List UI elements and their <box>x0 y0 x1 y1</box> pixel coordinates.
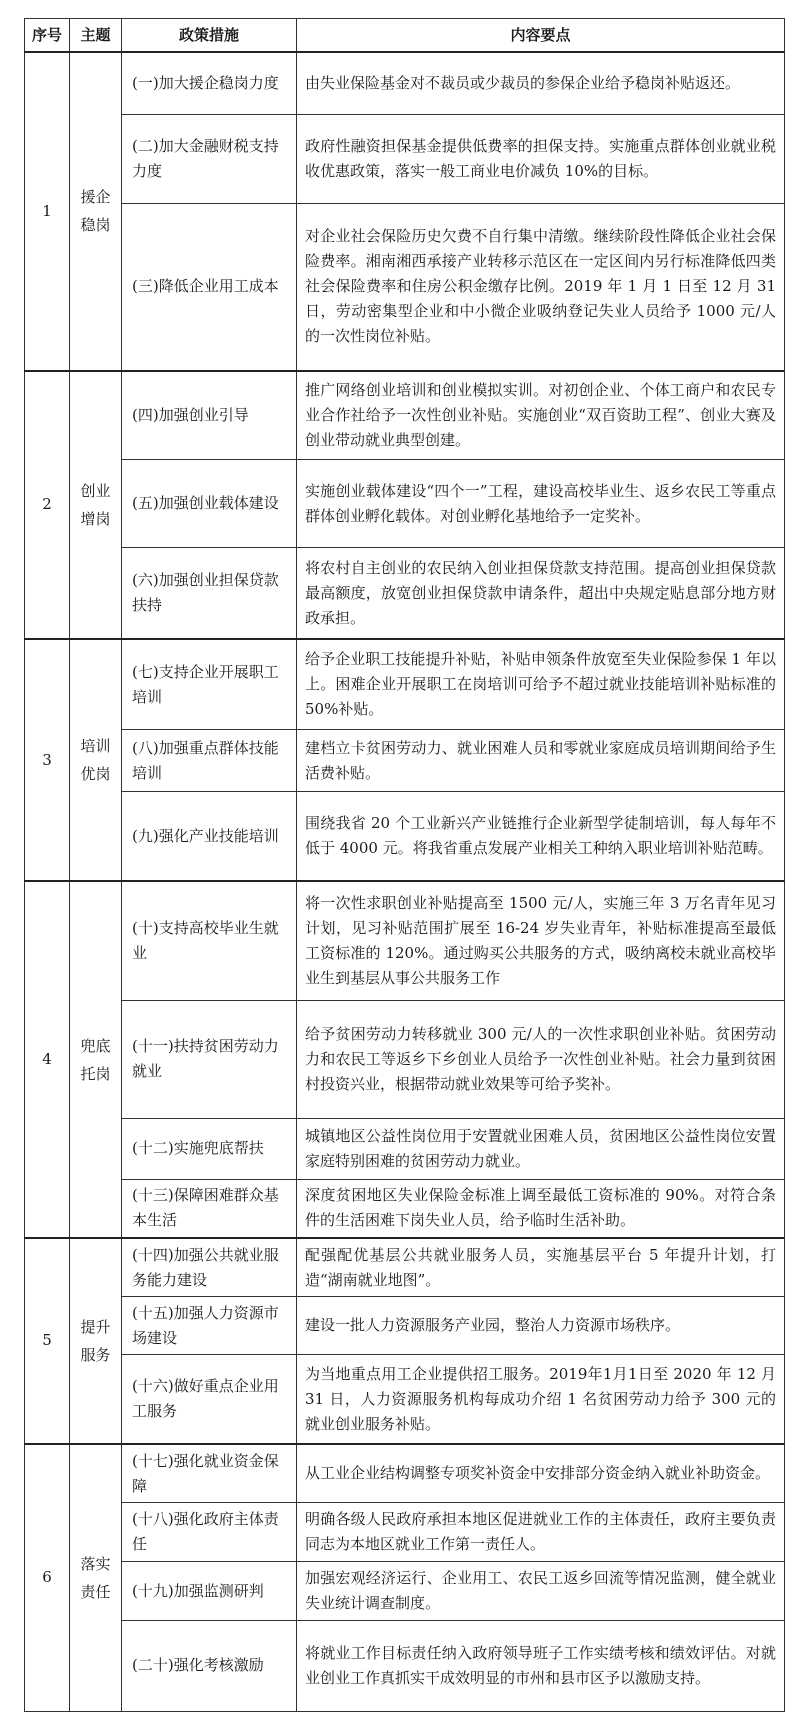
table-row <box>25 1355 785 1444</box>
policy-measure: (十)支持高校毕业生就业 <box>122 881 297 1000</box>
table-row <box>25 115 785 204</box>
table-row <box>25 791 785 881</box>
table-row <box>25 548 785 639</box>
policy-measure: (七)支持企业开展职工培训 <box>122 639 297 730</box>
table-row <box>25 1119 785 1179</box>
policy-measure: (十五)加强人力资源市场建设 <box>122 1297 297 1355</box>
policy-content: 对企业社会保险历史欠费不自行集中清缴。继续阶段性降低企业社会保险费率。湘南湘西承接产业转移示范区在一定区间内另行标准降低四类社会保险费率和住房公积金缴存比例。2019 年 1 月 1 日至 12 月 31 日，劳动密集型企业和中小微企业吸纳登记失业人员给予 1000 元/人的一次性岗位补贴。 <box>297 203 785 370</box>
policy-measure: (十三)保障困难群众基本生活 <box>122 1179 297 1238</box>
policy-measure: (五)加强创业载体建设 <box>122 460 297 548</box>
policy-measure: (十二)实施兜底帮扶 <box>122 1119 297 1179</box>
policy-content: 从工业企业结构调整专项奖补资金中安排部分资金纳入就业补助资金。 <box>297 1444 785 1503</box>
group-topic: 兜底托岗 <box>70 881 122 1237</box>
policy-content: 围绕我省 20 个工业新兴产业链推行企业新型学徒制培训，每人每年不低于 4000 元。将我省重点发展产业相关工种纳入职业培训补贴范畴。 <box>297 791 785 881</box>
policy-content: 给予贫困劳动力转移就业 300 元/人的一次性求职创业补贴。贫困劳动力和农民工等返乡下乡创业人员给予一次性创业补贴。社会力量到贫困村投资兴业，根据带动就业效果等可给予奖补。 <box>297 1000 785 1119</box>
table-row <box>25 881 785 1000</box>
table-row <box>25 371 785 460</box>
policy-content: 加强宏观经济运行、企业用工、农民工返乡回流等情况监测，健全就业失业统计调查制度。 <box>297 1562 785 1620</box>
policy-content: 给予企业职工技能提升补贴，补贴申领条件放宽至失业保险参保 1 年以上。困难企业开展职工在岗培训可给予不超过就业技能培训补贴标准的 50%补贴。 <box>297 639 785 730</box>
table-row <box>25 1503 785 1562</box>
policy-content: 明确各级人民政府承担本地区促进就业工作的主体责任，政府主要负责同志为本地区就业工作第一责任人。 <box>297 1503 785 1562</box>
policy-table <box>24 18 785 1712</box>
table-row <box>25 730 785 791</box>
table-row <box>25 460 785 548</box>
header-measure: 政策措施 <box>122 19 297 53</box>
group-number: 6 <box>25 1444 70 1712</box>
header-content: 内容要点 <box>297 19 785 53</box>
policy-measure: (十八)强化政府主体责任 <box>122 1503 297 1562</box>
policy-content: 实施创业载体建设“四个一”工程，建设高校毕业生、返乡农民工等重点群体创业孵化载体。对创业孵化基地给予一定奖补。 <box>297 460 785 548</box>
policy-measure: (八)加强重点群体技能培训 <box>122 730 297 791</box>
table-row <box>25 1444 785 1503</box>
group-topic: 提升服务 <box>70 1238 122 1444</box>
group-topic: 培训优岗 <box>70 639 122 882</box>
policy-measure: (十四)加强公共就业服务能力建设 <box>122 1238 297 1297</box>
group-number: 1 <box>25 52 70 371</box>
policy-content: 深度贫困地区失业保险金标准上调至最低工资标准的 90%。对符合条件的生活困难下岗失业人员，给予临时生活补助。 <box>297 1179 785 1238</box>
table-row <box>25 1562 785 1620</box>
table-row <box>25 1238 785 1297</box>
policy-measure: (三)降低企业用工成本 <box>122 203 297 370</box>
header-row <box>25 19 785 53</box>
group-number: 5 <box>25 1238 70 1444</box>
policy-content: 城镇地区公益性岗位用于安置就业困难人员，贫困地区公益性岗位安置家庭特别困难的贫困劳动力就业。 <box>297 1119 785 1179</box>
group-topic: 援企稳岗 <box>70 52 122 371</box>
policy-content: 配强配优基层公共就业服务人员，实施基层平台 5 年提升计划，打造“湖南就业地图”。 <box>297 1238 785 1297</box>
table-row <box>25 639 785 730</box>
policy-content: 建档立卡贫困劳动力、就业困难人员和零就业家庭成员培训期间给予生活费补贴。 <box>297 730 785 791</box>
policy-measure: (二十)强化考核激励 <box>122 1620 297 1711</box>
table-row <box>25 1000 785 1119</box>
policy-content: 由失业保险基金对不裁员或少裁员的参保企业给予稳岗补贴返还。 <box>297 52 785 115</box>
table-row <box>25 52 785 115</box>
group-topic: 创业增岗 <box>70 371 122 639</box>
policy-measure: (二)加大金融财税支持力度 <box>122 115 297 204</box>
policy-measure: (十一)扶持贫困劳动力就业 <box>122 1000 297 1119</box>
policy-content: 推广网络创业培训和创业模拟实训。对初创企业、个体工商户和农民专业合作社给予一次性创业补贴。实施创业“双百资助工程”、创业大赛及创业带动就业典型创建。 <box>297 371 785 460</box>
header-topic: 主题 <box>70 19 122 53</box>
table-row <box>25 1620 785 1711</box>
table-row <box>25 1179 785 1238</box>
policy-content: 政府性融资担保基金提供低费率的担保支持。实施重点群体创业就业税收优惠政策，落实一般工商业电价减负 10%的目标。 <box>297 115 785 204</box>
table-row <box>25 203 785 370</box>
policy-measure: (十七)强化就业资金保障 <box>122 1444 297 1503</box>
group-number: 3 <box>25 639 70 882</box>
policy-content: 将一次性求职创业补贴提高至 1500 元/人，实施三年 3 万名青年见习计划，见习补贴范围扩展至 16-24 岁失业青年，补贴标准提高至最低工资标准的 120%。通过购买公共服务的方式，吸纳离校未就业高校毕业生到基层从事公共服务工作 <box>297 881 785 1000</box>
policy-content: 为当地重点用工企业提供招工服务。2019年1月1日至 2020 年 12 月 31 日，人力资源服务机构每成功介绍 1 名贫困劳动力给予 300 元的就业创业服务补贴。 <box>297 1355 785 1444</box>
header-no: 序号 <box>25 19 70 53</box>
policy-measure: (六)加强创业担保贷款扶持 <box>122 548 297 639</box>
group-number: 4 <box>25 881 70 1237</box>
policy-content: 建设一批人力资源服务产业园，整治人力资源市场秩序。 <box>297 1297 785 1355</box>
group-topic: 落实责任 <box>70 1444 122 1712</box>
policy-measure: (九)强化产业技能培训 <box>122 791 297 881</box>
table-row <box>25 1297 785 1355</box>
policy-measure: (十六)做好重点企业用工服务 <box>122 1355 297 1444</box>
group-number: 2 <box>25 371 70 639</box>
policy-measure: (十九)加强监测研判 <box>122 1562 297 1620</box>
policy-content: 将就业工作目标责任纳入政府领导班子工作实绩考核和绩效评估。对就业创业工作真抓实干成效明显的市州和县市区予以激励支持。 <box>297 1620 785 1711</box>
policy-content: 将农村自主创业的农民纳入创业担保贷款支持范围。提高创业担保贷款最高额度，放宽创业担保贷款申请条件，超出中央规定贴息部分地方财政承担。 <box>297 548 785 639</box>
policy-measure: (一)加大援企稳岗力度 <box>122 52 297 115</box>
policy-measure: (四)加强创业引导 <box>122 371 297 460</box>
